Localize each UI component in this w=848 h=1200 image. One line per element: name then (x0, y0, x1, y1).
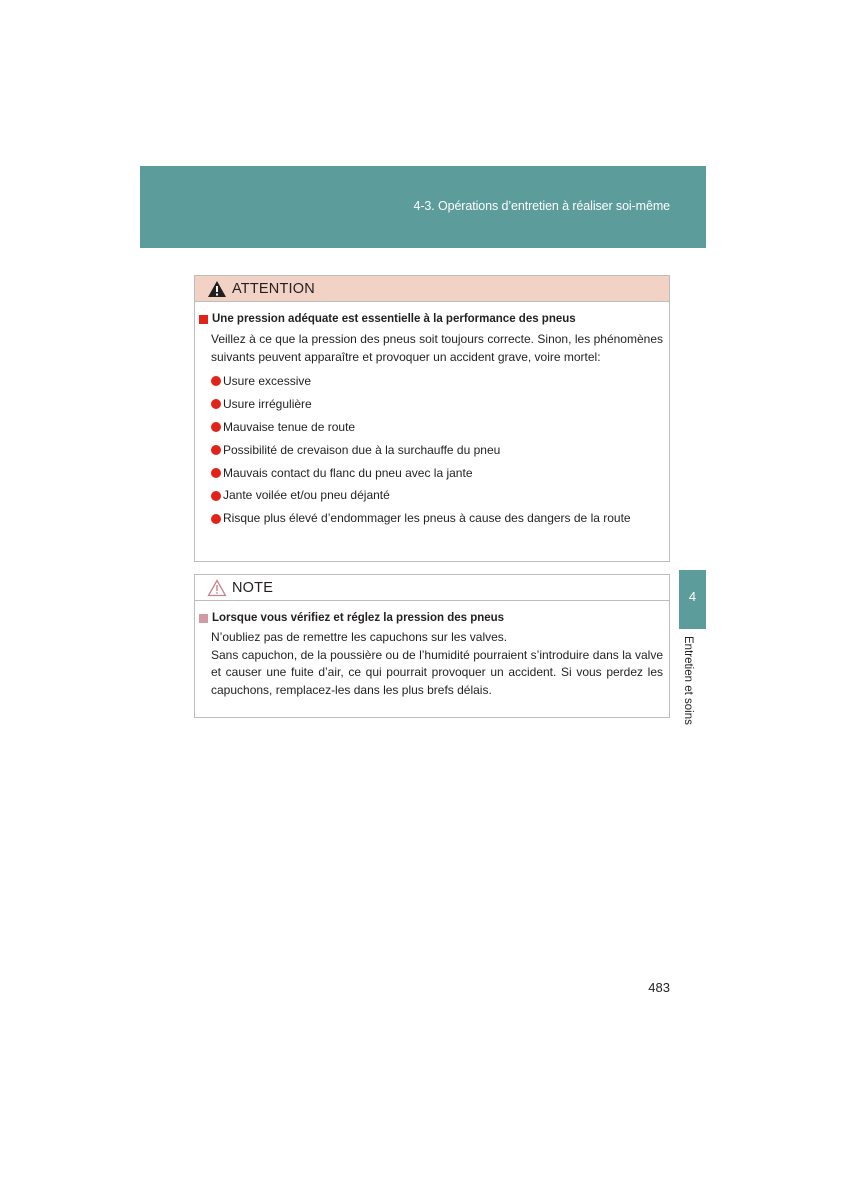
note-header (195, 575, 669, 601)
attention-header (195, 276, 669, 302)
note-section-title-text: Lorsque vous vérifiez et réglez la pression des pneus (212, 612, 505, 624)
list-item: Risque plus élevé d’endommager les pneus à cause des dangers de la route (211, 507, 669, 530)
list-item: Mauvais contact du flanc du pneu avec la jante (211, 462, 669, 485)
section-square-marker (199, 315, 208, 324)
note-label: NOTE (232, 579, 274, 596)
bullet-dot (211, 399, 221, 409)
note-line-1: N’oubliez pas de remettre les capuchons sur les valves. (211, 630, 508, 644)
note-box (194, 574, 670, 718)
chapter-tab (679, 570, 706, 629)
bullet-dot (211, 422, 221, 432)
warning-triangle-icon (207, 280, 227, 298)
list-item: Mauvaise tenue de route (211, 416, 669, 439)
note-line-2: Sans capuchon, de la poussière ou de l’humidité pourraient s’introduire dans la valve et causer une fuite d’air, ce qui pourrait provoquer un accident. Si vous perdez les capuchons, remplacez-les dans les plus brefs délais. (211, 647, 663, 697)
caution-outline-triangle-icon (207, 579, 227, 597)
list-item: Usure irrégulière (211, 393, 669, 416)
list-item: Possibilité de crevaison due à la surchauffe du pneu (211, 439, 669, 462)
list-item: Jante voilée et/ou pneu déjanté (211, 484, 669, 507)
attention-paragraph: Veillez à ce que la pression des pneus soit toujours correcte. Sinon, les phénomènes suivants peuvent apparaître et provoquer un accident grave, voire mortel: (211, 332, 663, 364)
attention-list (211, 370, 669, 530)
note-text (211, 629, 663, 699)
attention-label: ATTENTION (232, 280, 315, 297)
chapter-number: 4 (688, 589, 697, 604)
note-section-title (199, 612, 669, 624)
chapter-label: Entretien et soins (682, 636, 694, 725)
bullet-dot (211, 468, 221, 478)
bullet-dot (211, 445, 221, 455)
attention-section-title-text: Une pression adéquate est essentielle à la performance des pneus (212, 313, 576, 325)
bullet-dot (211, 491, 221, 501)
section-square-marker (199, 614, 208, 623)
section-title: 4-3. Opérations d’entretien à réaliser soi-même (413, 199, 670, 213)
bullet-dot (211, 514, 221, 524)
attention-section-title (199, 313, 669, 325)
page-number: 483 (648, 980, 670, 995)
list-item: Usure excessive (211, 370, 669, 393)
attention-box (194, 275, 670, 562)
section-header-band (140, 166, 706, 248)
bullet-dot (211, 376, 221, 386)
